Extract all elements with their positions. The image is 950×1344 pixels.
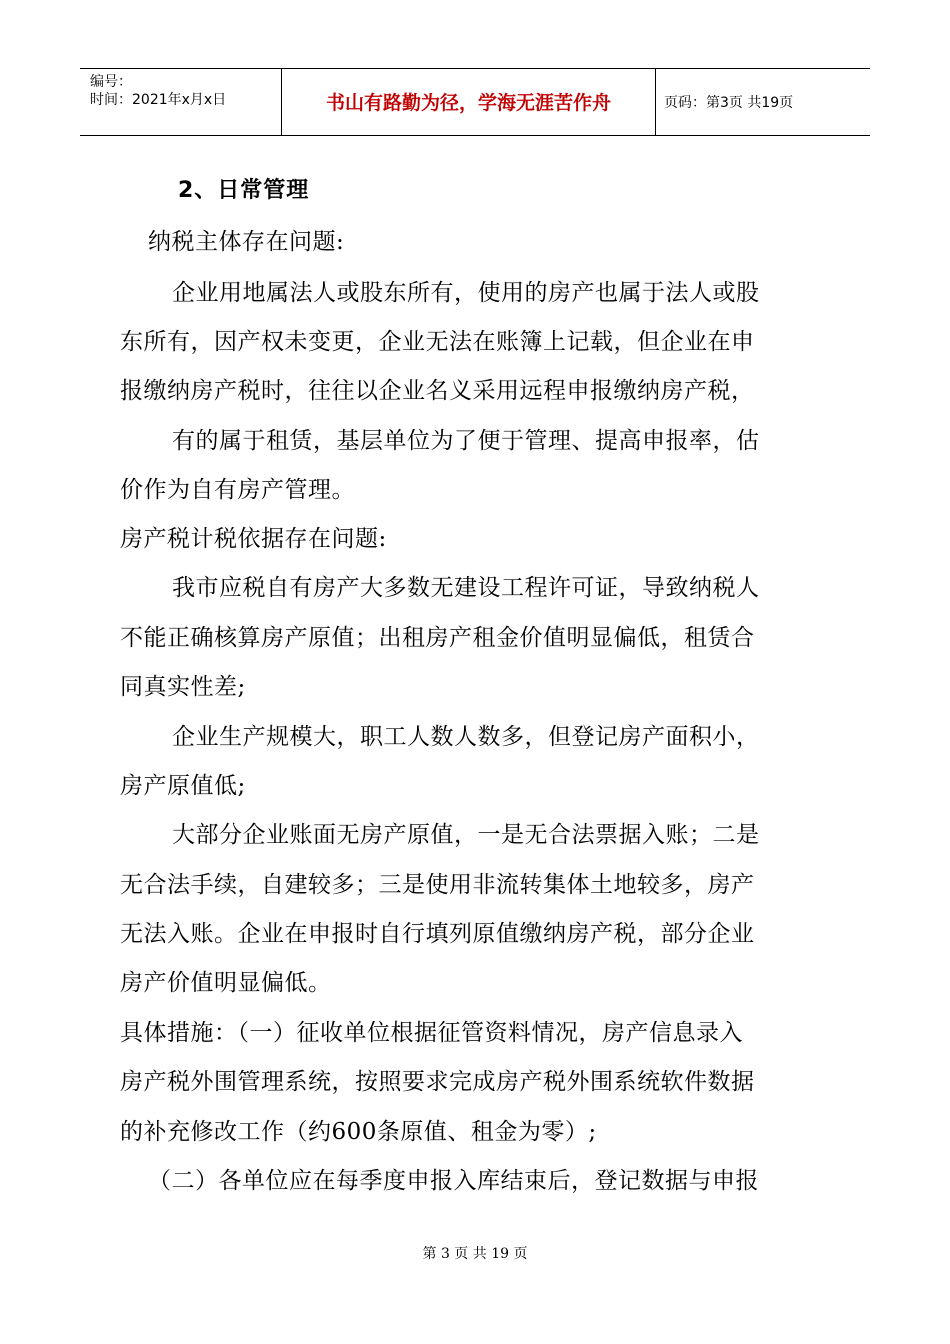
paragraph-line: 同真实性差; (120, 674, 246, 700)
paragraph-line: 无合法手续，自建较多；三是使用非流转集体土地较多，房产 (120, 872, 755, 898)
paragraph-line: 具体措施：（一）征收单位根据征管资料情况，房产信息录入 (120, 1020, 743, 1046)
paragraph-line: 有的属于租赁，基层单位为了便于管理、提高申报率，估 (172, 428, 760, 454)
paragraph-line: （二）各单位应在每季度申报入库结束后，登记数据与申报 (148, 1168, 759, 1194)
paragraph-line: 房产价值明显偏低。 (120, 970, 332, 996)
paragraph-line: 纳税主体存在问题: (148, 229, 345, 255)
paragraph-line: 大部分企业账面无房产原值，一是无合法票据入账；二是 (172, 822, 760, 848)
paragraph-line: 房产税外围管理系统，按照要求完成房产税外围系统软件数据 (120, 1069, 755, 1095)
paragraph-line: 我市应税自有房产大多数无建设工程许可证，导致纳税人 (172, 575, 760, 601)
document-number-label: 编号： (90, 74, 132, 90)
paragraph-line: 的补充修改工作（约600条原值、租金为零）; (120, 1119, 597, 1145)
paragraph-line: 房产税计税依据存在问题: (120, 526, 387, 552)
section-heading: 2、日常管理 (178, 178, 310, 203)
paragraph-line: 东所有，因产权未变更，企业无法在账簿上记载，但企业在申 (120, 329, 755, 355)
paragraph-line: 企业用地属法人或股东所有，使用的房产也属于法人或股 (172, 280, 760, 306)
paragraph-line: 不能正确核算房产原值；出租房产租金价值明显偏低，租赁合 (120, 625, 755, 651)
paragraph-line: 企业生产规模大，职工人数人数多，但登记房产面积小， (172, 724, 760, 750)
page-footer: 第 3 页 共 19 页 (422, 1246, 528, 1262)
header-slogan: 书山有路勤为径，学海无涯苦作舟 (325, 92, 611, 114)
paragraph-line: 价作为自有房产管理。 (120, 477, 355, 503)
paragraph-line: 报缴纳房产税时，往往以企业名义采用远程申报缴纳房产税， (120, 378, 755, 404)
paragraph-line: 房产原值低; (120, 773, 246, 799)
header-page-info: 页码：第3页 共19页 (664, 95, 794, 111)
document-date-label: 时间：2021年x月x日 (90, 92, 227, 108)
paragraph-line: 无法入账。企业在申报时自行填列原值缴纳房产税，部分企业 (120, 921, 755, 947)
